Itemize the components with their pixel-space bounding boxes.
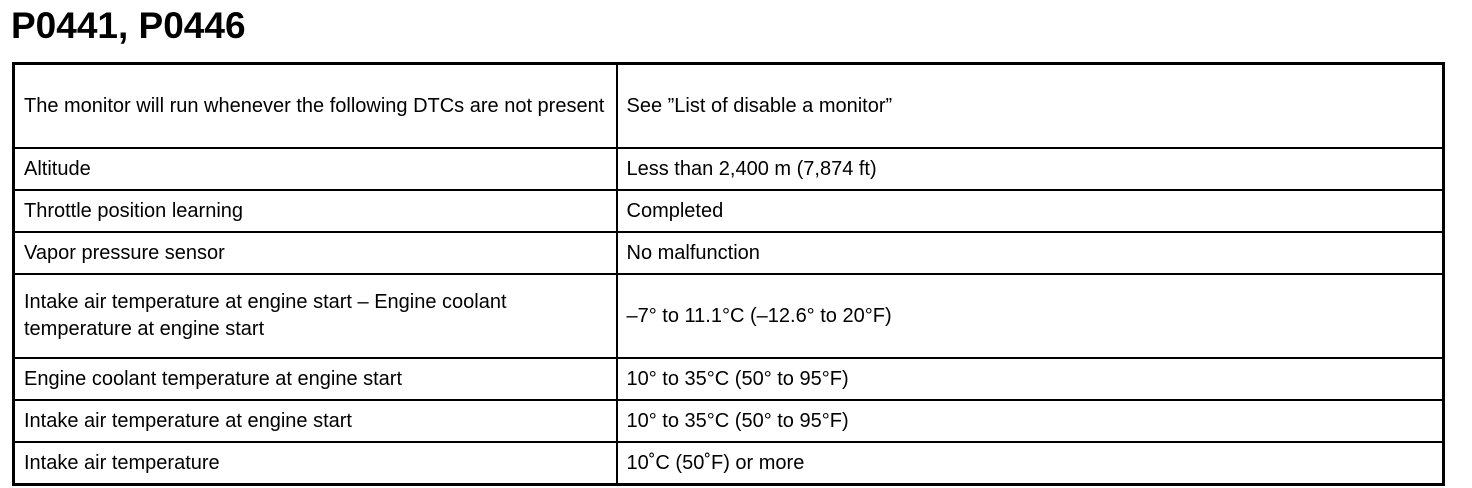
value-cell: –7° to 11.1°C (–12.6° to 20°F) (617, 274, 1444, 358)
value-cell: See ”List of disable a monitor” (617, 64, 1444, 149)
value-cell: 10° to 35°C (50° to 95°F) (617, 358, 1444, 400)
condition-cell: Throttle position learning (14, 190, 617, 232)
value-cell: Less than 2,400 m (7,874 ft) (617, 148, 1444, 190)
value-cell: 10° to 35°C (50° to 95°F) (617, 400, 1444, 442)
table-row (14, 358, 1444, 400)
condition-cell: Intake air temperature at engine start (14, 400, 617, 442)
condition-cell: Engine coolant temperature at engine start (14, 358, 617, 400)
table-row (14, 400, 1444, 442)
value-cell: No malfunction (617, 232, 1444, 274)
table-row (14, 64, 1444, 149)
condition-cell: Intake air temperature (14, 442, 617, 485)
table-row (14, 274, 1444, 358)
condition-cell: The monitor will run whenever the following DTCs are not present (14, 64, 617, 149)
condition-cell: Intake air temperature at engine start – Engine coolant temperature at engine start (14, 274, 617, 358)
value-cell: Completed (617, 190, 1444, 232)
page-title: P0441, P0446 (11, 5, 246, 46)
table-row (14, 232, 1444, 274)
table-row (14, 148, 1444, 190)
table-row (14, 190, 1444, 232)
condition-cell: Altitude (14, 148, 617, 190)
table-row (14, 442, 1444, 485)
condition-cell: Vapor pressure sensor (14, 232, 617, 274)
value-cell: 10˚C (50˚F) or more (617, 442, 1444, 485)
conditions-table (12, 62, 1445, 486)
